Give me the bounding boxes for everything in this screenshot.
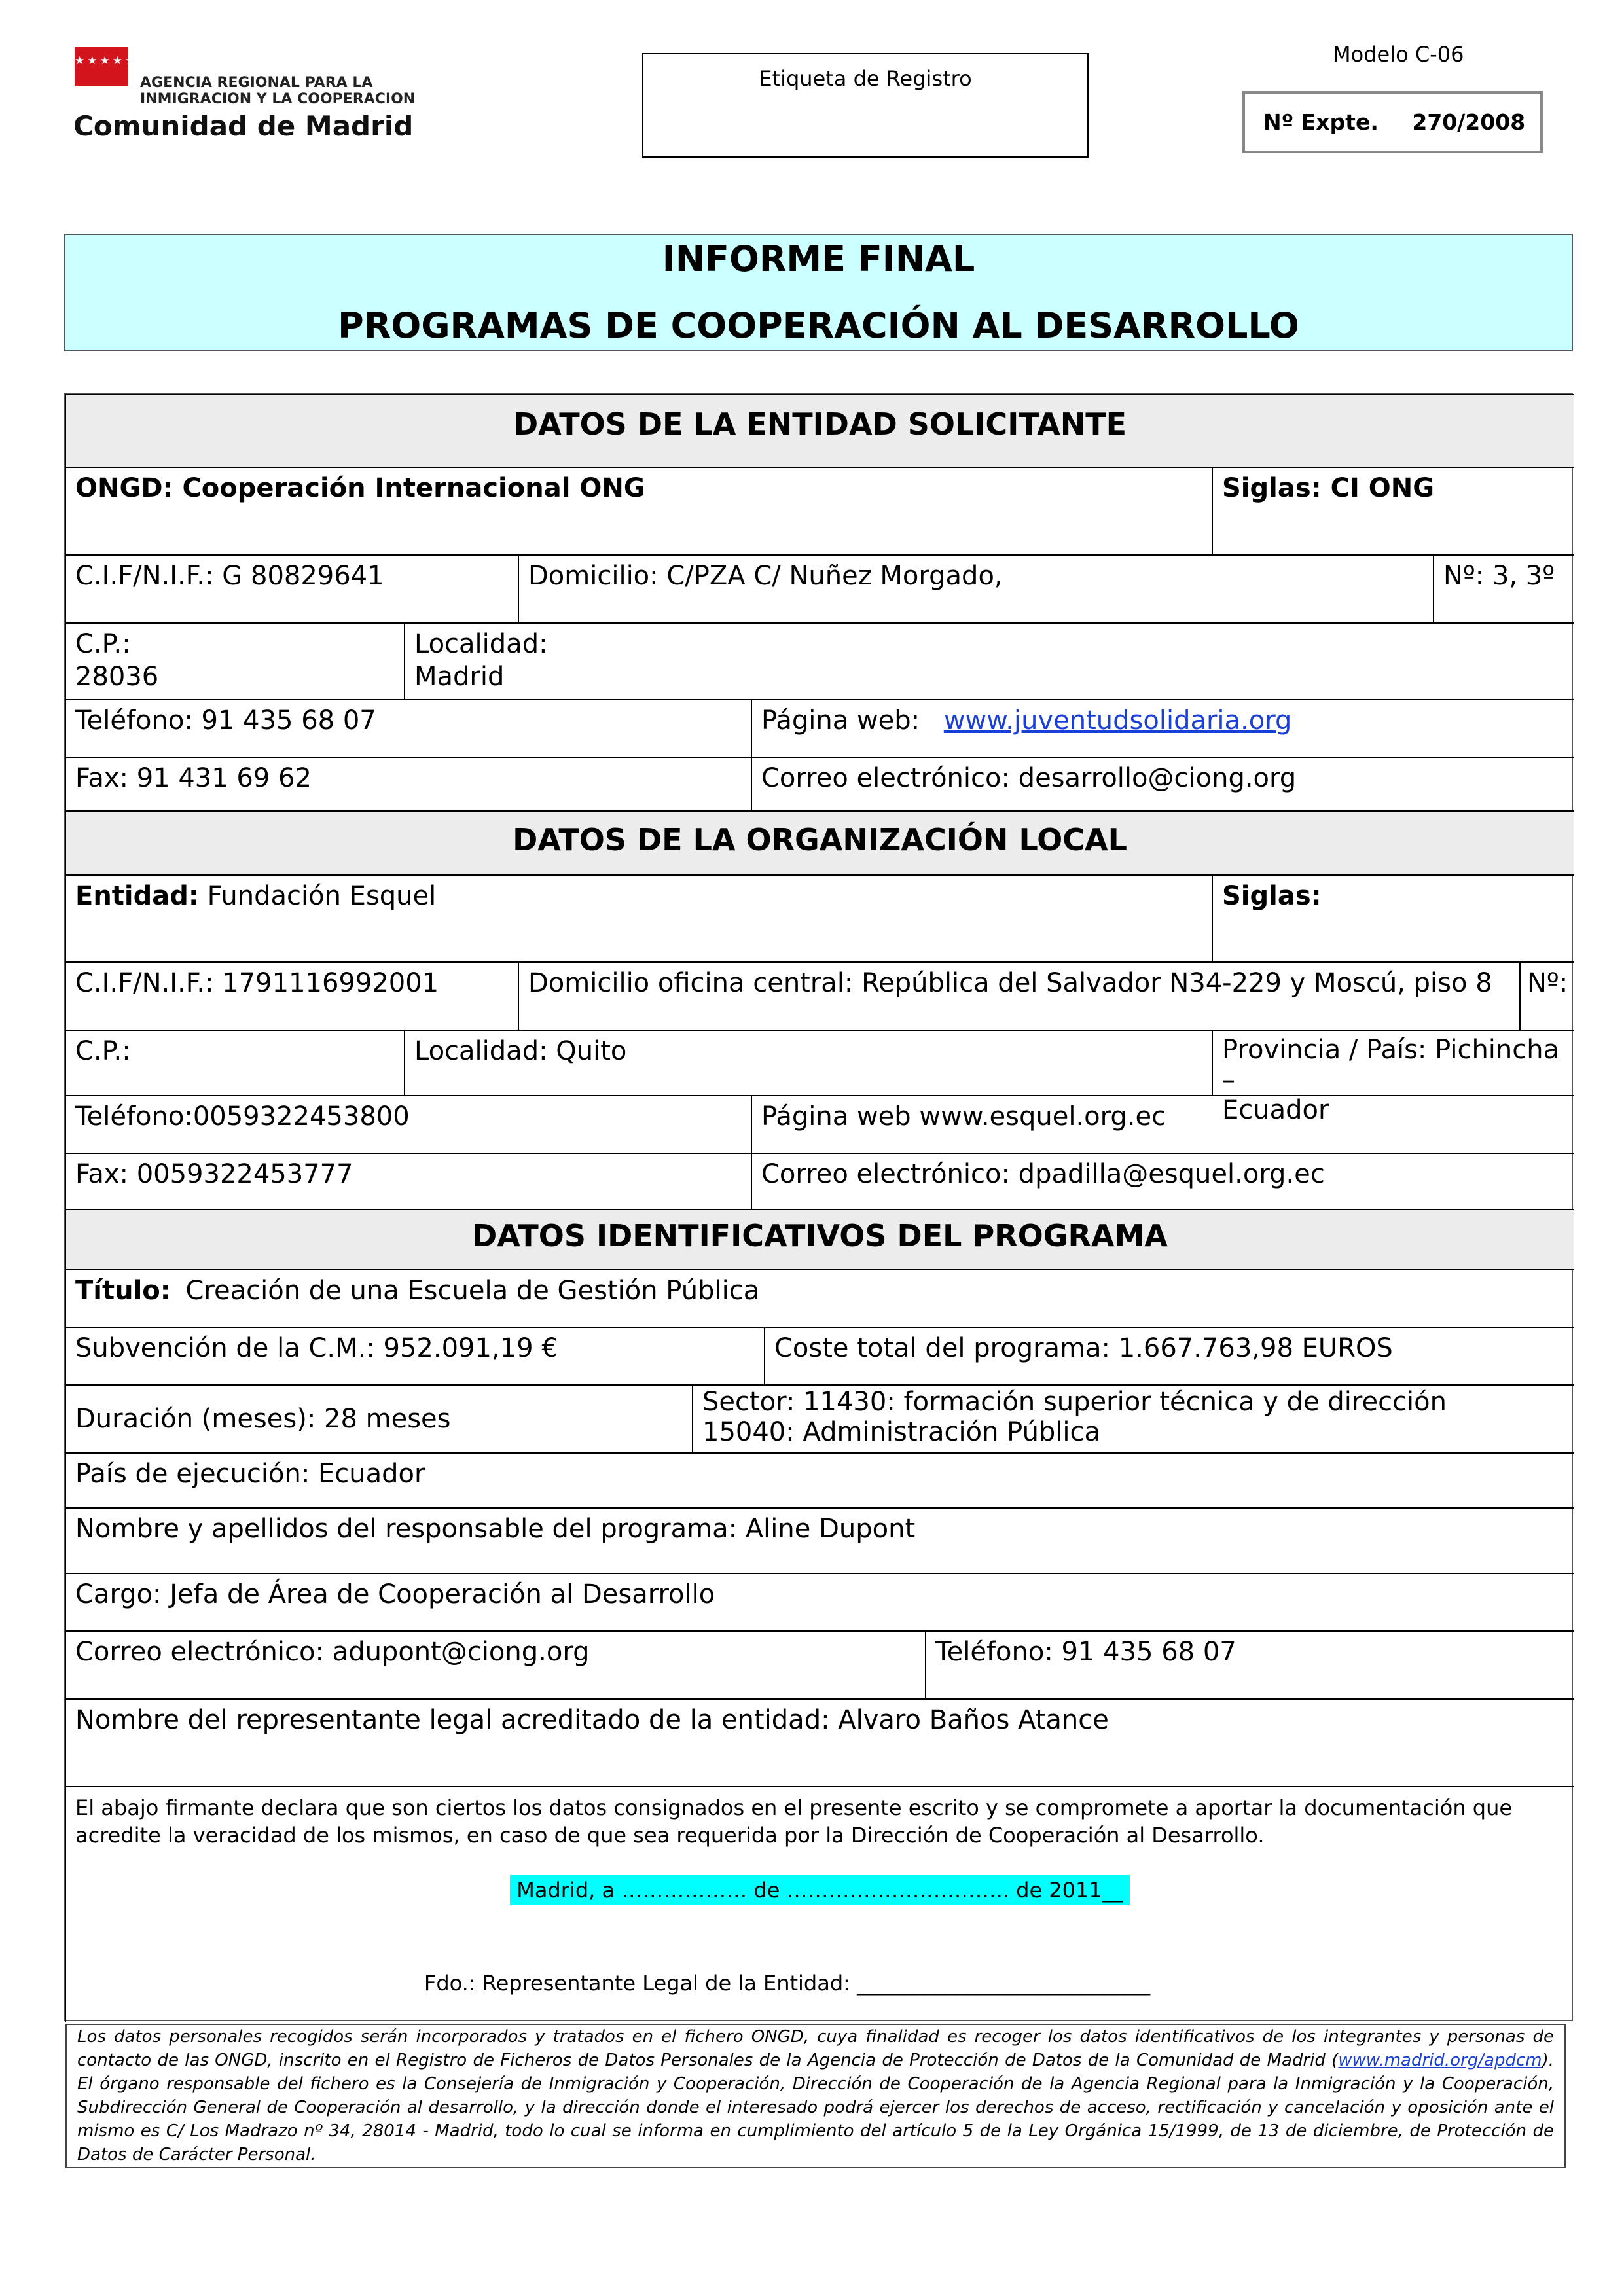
titulo-value: Creación de una Escuela de Gestión Pública (185, 1276, 760, 1306)
expediente-box (1242, 91, 1543, 153)
pais-field: País de ejecución: Ecuador (65, 1453, 1574, 1508)
localidad-label: Localidad: (414, 629, 548, 659)
numero-field: Nº: 3, 3º (1434, 555, 1574, 623)
titulo-label: Título: (75, 1276, 171, 1306)
local-numero-field: Nº: (1520, 962, 1574, 1030)
local-cp-field: C.P.: (65, 1030, 405, 1096)
local-siglas-field: Siglas: (1212, 875, 1574, 962)
siglas-field: Siglas: CI ONG (1212, 467, 1574, 555)
responsable-field: Nombre y apellidos del responsable del programa: Aline Dupont (65, 1508, 1574, 1573)
report-subtitle: PROGRAMAS DE COOPERACIÓN AL DESARROLLO (338, 305, 1299, 346)
report-title-box (64, 234, 1573, 351)
cp-field (65, 623, 405, 700)
sector-line2: 15040: Administración Pública (702, 1417, 1101, 1447)
programa-email-field: Correo electrónico: adupont@ciong.org (65, 1631, 926, 1699)
comunidad-de-madrid-logo-text: Comunidad de Madrid (73, 110, 414, 142)
web-field (751, 700, 1574, 757)
cargo-field: Cargo: Jefa de Área de Cooperación al Desarrollo (65, 1573, 1574, 1631)
legal-text-1: Los datos personales recogidos serán incorporados y tratados en el fichero ONGD, cuya finalidad es recoger los datos identificativos de los integrantes y personas de contacto de las ONGD, inscrito en el Registro de Ficheros de Datos Personales de la Agencia de Protección de Datos de la Comunidad de Madrid ( (77, 2027, 1554, 2070)
modelo-code: Modelo C-06 (1333, 42, 1464, 67)
section-header-local: DATOS DE LA ORGANIZACIÓN LOCAL (65, 811, 1574, 875)
fax-field: Fax: 91 431 69 62 (65, 757, 751, 811)
local-telefono-field: Teléfono:0059322453800 (65, 1096, 751, 1153)
legal-notice (65, 2024, 1566, 2168)
programa-telefono-field: Teléfono: 91 435 68 07 (926, 1631, 1574, 1699)
sector-field (693, 1385, 1574, 1453)
registro-label: Etiqueta de Registro (759, 66, 972, 91)
agency-line-2: INMIGRACION Y LA COOPERACION (140, 91, 416, 107)
expediente-value: 270/2008 (1412, 109, 1526, 135)
local-fax-field: Fax: 0059322453777 (65, 1153, 751, 1210)
local-entidad-value: Fundación Esquel (207, 881, 437, 911)
web-label: Página web: (761, 706, 920, 736)
local-entidad-label: Entidad: (75, 881, 199, 911)
local-web-field: Página web www.esquel.org.ec (751, 1096, 1574, 1153)
fecha-text: Madrid, a ……………… de ………………………….. de 2011__ (510, 1875, 1129, 1905)
expediente-label: Nº Expte. (1263, 109, 1379, 135)
cp-label: C.P.: (75, 629, 131, 659)
apdcm-link[interactable]: www.madrid.org/apdcm (1338, 2051, 1542, 2070)
agency-name (140, 75, 415, 107)
web-link[interactable]: www.juventudsolidaria.org (943, 706, 1292, 736)
section-header-programa: DATOS IDENTIFICATIVOS DEL PROGRAMA (65, 1210, 1574, 1270)
declaracion-text: El abajo firmante declara que son ciertos los datos consignados en el presente escrito y se compromete a aportar la documentación que acredite la veracidad de los mismos, en caso de que sea requerida por la Dirección de Cooperación al Desarrollo. (75, 1795, 1513, 1848)
registro-label-box (642, 53, 1089, 158)
report-title: INFORME FINAL (662, 238, 975, 279)
agency-line-1: AGENCIA REGIONAL PARA LA (140, 75, 373, 91)
local-provincia-field (1212, 1030, 1574, 1125)
firma-line: Fdo.: Representante Legal de la Entidad: ____________________________ (424, 1971, 1151, 1996)
cp-value: 28036 (75, 662, 159, 692)
ongd-field: ONGD: Cooperación Internacional ONG (65, 467, 1212, 555)
local-localidad-field: Localidad: Quito (405, 1030, 1212, 1096)
local-domicilio-field: Domicilio oficina central: República del Salvador N34-229 y Moscú, piso 8 (518, 962, 1520, 1030)
local-provincia-line2: Ecuador (1222, 1095, 1329, 1125)
logo-stars: ★★★★★★★ (75, 54, 163, 67)
fecha-line (75, 1873, 1564, 1907)
local-provincia-line1: Provincia / País: Pichincha – (1222, 1035, 1560, 1095)
localidad-field (405, 623, 1574, 700)
sector-line1: Sector: 11430: formación superior técnica y de dirección (702, 1387, 1447, 1417)
coste-field: Coste total del programa: 1.667.763,98 EUROS (765, 1327, 1574, 1385)
duracion-field: Duración (meses): 28 meses (65, 1385, 693, 1453)
titulo-field (65, 1270, 1574, 1327)
email-field: Correo electrónico: desarrollo@ciong.org (751, 757, 1574, 811)
local-cif-field: C.I.F/N.I.F.: 1791116992001 (65, 962, 518, 1030)
domicilio-field: Domicilio: C/PZA C/ Nuñez Morgado, (518, 555, 1434, 623)
subvencion-field: Subvención de la C.M.: 952.091,19 € (65, 1327, 765, 1385)
legal-text-2: ). El órgano responsable del fichero es la Consejería de Inmigración y Cooperación, Dirección de Cooperación de la Agencia Regional para la Inmigración y la Cooperación, Subdirección General de Cooperación al desarrollo, y la dirección donde el interesado podrá ejercer los derechos de acceso, rectificación y cancelación y oposición ante el mismo es C/ Los Madrazo nº 34, 28014 - Madrid, todo lo cual se informa en cumplimiento del artículo 5 de la Ley Orgánica 15/1999, de 13 de diciembre, de Protección de Datos de Carácter Personal. (77, 2051, 1554, 2164)
representante-field: Nombre del representante legal acreditado de la entidad: Alvaro Baños Atance (65, 1699, 1574, 1787)
telefono-field: Teléfono: 91 435 68 07 (65, 700, 751, 757)
section-header-entidad: DATOS DE LA ENTIDAD SOLICITANTE (65, 394, 1574, 467)
form-table (64, 393, 1573, 2021)
localidad-value: Madrid (414, 662, 505, 692)
cif-field: C.I.F/N.I.F.: G 80829641 (65, 555, 518, 623)
local-email-field: Correo electrónico: dpadilla@esquel.org.ec (751, 1153, 1574, 1210)
declaracion-block (65, 1787, 1574, 2022)
local-entidad-field (65, 875, 1212, 962)
